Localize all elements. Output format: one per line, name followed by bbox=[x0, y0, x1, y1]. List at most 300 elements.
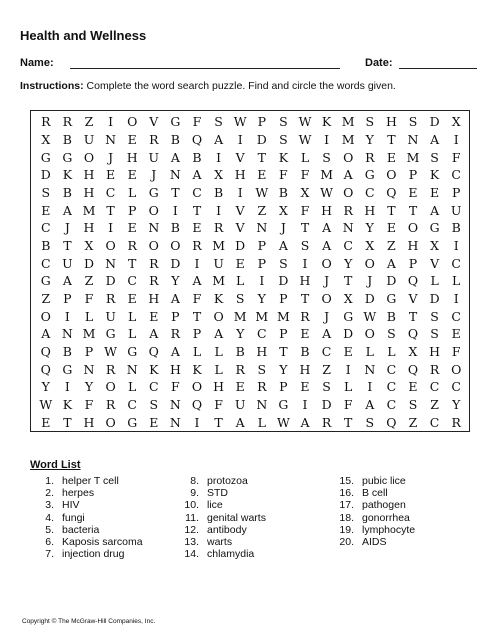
puzzle-letter[interactable]: F bbox=[300, 167, 310, 183]
puzzle-letter[interactable]: H bbox=[299, 273, 311, 289]
puzzle-letter[interactable]: I bbox=[453, 237, 459, 253]
puzzle-letter[interactable]: F bbox=[84, 290, 94, 306]
puzzle-letter[interactable]: T bbox=[300, 290, 310, 306]
puzzle-letter[interactable]: Z bbox=[257, 202, 267, 218]
puzzle-letter[interactable]: C bbox=[343, 237, 353, 253]
puzzle-letter[interactable]: V bbox=[235, 202, 245, 218]
puzzle-letter[interactable]: T bbox=[387, 131, 396, 147]
puzzle-letter[interactable]: L bbox=[214, 343, 223, 359]
puzzle-letter[interactable]: W bbox=[39, 396, 53, 412]
puzzle-letter[interactable]: B bbox=[62, 184, 72, 200]
puzzle-letter[interactable]: O bbox=[83, 149, 95, 165]
puzzle-letter[interactable]: M bbox=[233, 308, 247, 324]
puzzle-letter[interactable]: C bbox=[192, 184, 202, 200]
puzzle-letter[interactable]: O bbox=[321, 290, 332, 306]
puzzle-letter[interactable]: O bbox=[451, 361, 462, 377]
puzzle-letter[interactable]: F bbox=[214, 396, 223, 412]
puzzle-letter[interactable]: I bbox=[108, 114, 114, 130]
puzzle-letter[interactable]: C bbox=[41, 220, 51, 236]
puzzle-letter[interactable]: H bbox=[83, 167, 95, 183]
puzzle-letter[interactable]: T bbox=[344, 273, 353, 289]
puzzle-letter[interactable]: L bbox=[430, 273, 439, 289]
puzzle-letter[interactable]: H bbox=[385, 114, 397, 130]
puzzle-letter[interactable]: I bbox=[216, 149, 222, 165]
puzzle-letter[interactable]: R bbox=[300, 308, 310, 324]
puzzle-letter[interactable]: Q bbox=[40, 361, 51, 377]
puzzle-letter[interactable]: D bbox=[321, 396, 332, 412]
puzzle-letter[interactable]: M bbox=[406, 149, 420, 165]
puzzle-letter[interactable]: X bbox=[214, 167, 224, 183]
puzzle-letter[interactable]: F bbox=[279, 167, 288, 183]
puzzle-letter[interactable]: D bbox=[235, 237, 246, 253]
puzzle-letter[interactable]: A bbox=[170, 290, 180, 306]
puzzle-letter[interactable]: C bbox=[127, 273, 137, 289]
puzzle-letter[interactable]: Y bbox=[257, 290, 266, 306]
date-blank-line[interactable] bbox=[399, 68, 477, 69]
puzzle-letter[interactable]: M bbox=[82, 202, 96, 218]
puzzle-letter[interactable]: Z bbox=[408, 414, 418, 430]
puzzle-letter[interactable]: A bbox=[300, 414, 310, 430]
puzzle-letter[interactable]: J bbox=[151, 167, 157, 183]
puzzle-letter[interactable]: J bbox=[108, 149, 114, 165]
puzzle-letter[interactable]: P bbox=[84, 343, 94, 359]
puzzle-letter[interactable]: A bbox=[322, 237, 332, 253]
puzzle-letter[interactable]: W bbox=[320, 184, 334, 200]
puzzle-letter[interactable]: E bbox=[300, 379, 310, 395]
puzzle-letter[interactable]: I bbox=[172, 202, 178, 218]
puzzle-letter[interactable]: L bbox=[300, 149, 310, 165]
puzzle-letter[interactable]: S bbox=[279, 255, 288, 271]
puzzle-letter[interactable]: B bbox=[41, 237, 51, 253]
puzzle-letter[interactable]: J bbox=[280, 220, 286, 236]
puzzle-letter[interactable]: S bbox=[235, 290, 245, 306]
puzzle-letter[interactable]: F bbox=[192, 290, 202, 306]
puzzle-letter[interactable]: A bbox=[214, 326, 224, 342]
puzzle-letter[interactable]: E bbox=[408, 184, 418, 200]
puzzle-letter[interactable]: T bbox=[257, 149, 266, 165]
puzzle-letter[interactable]: S bbox=[279, 131, 288, 147]
puzzle-letter[interactable]: R bbox=[41, 114, 51, 130]
puzzle-letter[interactable]: R bbox=[149, 255, 159, 271]
puzzle-letter[interactable]: N bbox=[256, 396, 268, 412]
puzzle-letter[interactable]: C bbox=[127, 396, 137, 412]
puzzle-letter[interactable]: E bbox=[430, 184, 440, 200]
puzzle-letter[interactable]: Y bbox=[171, 273, 180, 289]
puzzle-letter[interactable]: F bbox=[300, 202, 310, 218]
puzzle-letter[interactable]: X bbox=[451, 114, 461, 130]
puzzle-letter[interactable]: Q bbox=[407, 361, 419, 377]
puzzle-letter[interactable]: W bbox=[298, 131, 312, 147]
puzzle-letter[interactable]: F bbox=[192, 114, 202, 130]
puzzle-letter[interactable]: R bbox=[105, 290, 116, 306]
puzzle-letter[interactable]: Q bbox=[407, 326, 419, 342]
puzzle-letter[interactable]: B bbox=[62, 131, 72, 147]
puzzle-letter[interactable]: P bbox=[279, 326, 288, 342]
puzzle-letter[interactable]: H bbox=[83, 220, 95, 236]
puzzle-letter[interactable]: L bbox=[84, 308, 94, 324]
puzzle-letter[interactable]: X bbox=[278, 202, 288, 218]
puzzle-letter[interactable]: G bbox=[343, 308, 354, 324]
puzzle-letter[interactable]: T bbox=[106, 202, 115, 218]
puzzle-letter[interactable]: Y bbox=[365, 131, 374, 147]
puzzle-letter[interactable]: R bbox=[105, 361, 116, 377]
puzzle-letter[interactable]: C bbox=[451, 379, 461, 395]
puzzle-letter[interactable]: N bbox=[256, 220, 268, 236]
puzzle-letter[interactable]: Q bbox=[407, 273, 419, 289]
puzzle-letter[interactable]: R bbox=[170, 326, 181, 342]
puzzle-letter[interactable]: K bbox=[192, 361, 202, 377]
puzzle-letter[interactable]: J bbox=[324, 308, 330, 324]
puzzle-letter[interactable]: B bbox=[386, 308, 396, 324]
puzzle-letter[interactable]: F bbox=[343, 396, 353, 412]
puzzle-letter[interactable]: H bbox=[83, 414, 95, 430]
puzzle-letter[interactable]: K bbox=[278, 149, 289, 165]
puzzle-letter[interactable]: N bbox=[364, 361, 376, 377]
puzzle-letter[interactable]: E bbox=[408, 379, 418, 395]
puzzle-letter[interactable]: V bbox=[235, 149, 245, 165]
puzzle-letter[interactable]: C bbox=[105, 184, 116, 200]
puzzle-letter[interactable]: A bbox=[322, 326, 332, 342]
puzzle-letter[interactable]: I bbox=[453, 131, 459, 147]
puzzle-letter[interactable]: R bbox=[192, 237, 202, 253]
puzzle-letter[interactable]: S bbox=[214, 114, 223, 130]
puzzle-letter[interactable]: U bbox=[83, 131, 95, 147]
puzzle-letter[interactable]: S bbox=[149, 396, 159, 412]
puzzle-letter[interactable]: Q bbox=[191, 131, 203, 147]
puzzle-letter[interactable]: S bbox=[41, 184, 51, 200]
puzzle-letter[interactable]: E bbox=[127, 167, 137, 183]
puzzle-letter[interactable]: B bbox=[300, 343, 310, 359]
puzzle-letter[interactable]: P bbox=[257, 237, 266, 253]
puzzle-letter[interactable]: T bbox=[63, 237, 72, 253]
puzzle-letter[interactable]: E bbox=[41, 202, 51, 218]
puzzle-letter[interactable]: P bbox=[408, 255, 418, 271]
puzzle-letter[interactable]: A bbox=[365, 396, 375, 412]
puzzle-letter[interactable]: E bbox=[192, 220, 202, 236]
puzzle-letter[interactable]: G bbox=[148, 184, 159, 200]
puzzle-letter[interactable]: B bbox=[214, 184, 224, 200]
puzzle-letter[interactable]: Z bbox=[84, 273, 94, 289]
puzzle-letter[interactable]: H bbox=[321, 202, 333, 218]
puzzle-letter[interactable]: R bbox=[235, 361, 245, 377]
puzzle-letter[interactable]: D bbox=[170, 255, 181, 271]
puzzle-letter[interactable]: B bbox=[192, 149, 202, 165]
puzzle-letter[interactable]: K bbox=[62, 167, 73, 183]
puzzle-letter[interactable]: N bbox=[105, 131, 117, 147]
puzzle-letter[interactable]: X bbox=[84, 237, 94, 253]
puzzle-letter[interactable]: M bbox=[255, 308, 269, 324]
puzzle-letter[interactable]: A bbox=[430, 202, 440, 218]
puzzle-letter[interactable]: C bbox=[386, 361, 397, 377]
puzzle-letter[interactable]: P bbox=[257, 255, 266, 271]
puzzle-letter[interactable]: N bbox=[105, 255, 117, 271]
puzzle-letter[interactable]: Q bbox=[386, 184, 397, 200]
puzzle-letter[interactable]: G bbox=[62, 149, 73, 165]
puzzle-letter[interactable]: O bbox=[191, 379, 203, 395]
puzzle-letter[interactable]: M bbox=[276, 308, 290, 324]
puzzle-letter[interactable]: T bbox=[300, 220, 310, 236]
puzzle-letter[interactable]: T bbox=[344, 414, 353, 430]
puzzle-letter[interactable]: V bbox=[235, 220, 245, 236]
puzzle-letter[interactable]: Y bbox=[279, 361, 288, 377]
puzzle-letter[interactable]: C bbox=[386, 396, 397, 412]
puzzle-letter[interactable]: K bbox=[429, 167, 440, 183]
puzzle-letter[interactable]: R bbox=[62, 114, 73, 130]
puzzle-letter[interactable]: Z bbox=[41, 290, 51, 306]
puzzle-letter[interactable]: A bbox=[386, 255, 396, 271]
puzzle-letter[interactable]: I bbox=[345, 361, 351, 377]
puzzle-letter[interactable]: I bbox=[302, 396, 308, 412]
puzzle-letter[interactable]: F bbox=[451, 149, 461, 165]
puzzle-letter[interactable]: A bbox=[235, 414, 245, 430]
puzzle-letter[interactable]: A bbox=[214, 131, 224, 147]
puzzle-letter[interactable]: T bbox=[192, 308, 202, 324]
puzzle-letter[interactable]: E bbox=[149, 308, 159, 324]
puzzle-letter[interactable]: D bbox=[429, 290, 440, 306]
puzzle-letter[interactable]: N bbox=[126, 361, 138, 377]
puzzle-letter[interactable]: H bbox=[148, 290, 160, 306]
puzzle-letter[interactable]: N bbox=[169, 167, 181, 183]
puzzle-letter[interactable]: I bbox=[237, 184, 243, 200]
puzzle-letter[interactable]: O bbox=[170, 237, 181, 253]
puzzle-letter[interactable]: J bbox=[367, 273, 373, 289]
puzzle-letter[interactable]: E bbox=[257, 167, 267, 183]
puzzle-letter[interactable]: T bbox=[192, 202, 202, 218]
puzzle-letter[interactable]: C bbox=[386, 379, 397, 395]
puzzle-letter[interactable]: O bbox=[105, 414, 116, 430]
puzzle-letter[interactable]: N bbox=[407, 131, 419, 147]
puzzle-letter[interactable]: L bbox=[365, 343, 374, 359]
puzzle-letter[interactable]: U bbox=[105, 308, 116, 324]
puzzle-letter[interactable]: W bbox=[255, 184, 269, 200]
puzzle-letter[interactable]: T bbox=[387, 202, 396, 218]
puzzle-letter[interactable]: V bbox=[430, 255, 440, 271]
puzzle-letter[interactable]: L bbox=[452, 273, 461, 289]
puzzle-letter[interactable]: D bbox=[40, 167, 51, 183]
puzzle-letter[interactable]: K bbox=[62, 396, 73, 412]
puzzle-letter[interactable]: K bbox=[213, 290, 224, 306]
puzzle-letter[interactable]: L bbox=[192, 343, 202, 359]
puzzle-letter[interactable]: H bbox=[213, 379, 225, 395]
puzzle-letter[interactable]: N bbox=[169, 414, 181, 430]
puzzle-letter[interactable]: B bbox=[170, 220, 180, 236]
puzzle-letter[interactable]: E bbox=[451, 326, 461, 342]
puzzle-letter[interactable]: P bbox=[451, 184, 461, 200]
puzzle-letter[interactable]: S bbox=[430, 326, 439, 342]
puzzle-letter[interactable]: S bbox=[300, 237, 310, 253]
puzzle-letter[interactable]: A bbox=[149, 326, 159, 342]
puzzle-letter[interactable]: R bbox=[213, 220, 224, 236]
puzzle-letter[interactable]: L bbox=[236, 273, 245, 289]
puzzle-letter[interactable]: W bbox=[298, 114, 312, 130]
puzzle-letter[interactable]: G bbox=[62, 361, 73, 377]
puzzle-letter[interactable]: D bbox=[105, 273, 116, 289]
puzzle-letter[interactable]: D bbox=[83, 255, 94, 271]
puzzle-letter[interactable]: L bbox=[128, 308, 137, 324]
puzzle-letter[interactable]: Q bbox=[191, 396, 203, 412]
puzzle-letter[interactable]: L bbox=[257, 414, 266, 430]
puzzle-letter[interactable]: C bbox=[365, 184, 375, 200]
puzzle-letter[interactable]: L bbox=[128, 379, 137, 395]
puzzle-letter[interactable]: O bbox=[343, 149, 354, 165]
puzzle-letter[interactable]: V bbox=[408, 290, 418, 306]
puzzle-letter[interactable]: V bbox=[149, 114, 159, 130]
puzzle-letter[interactable]: E bbox=[235, 255, 245, 271]
puzzle-letter[interactable]: E bbox=[300, 326, 310, 342]
puzzle-letter[interactable]: H bbox=[429, 343, 441, 359]
puzzle-letter[interactable]: L bbox=[387, 343, 396, 359]
puzzle-letter[interactable]: M bbox=[341, 131, 355, 147]
puzzle-letter[interactable]: R bbox=[451, 414, 461, 430]
puzzle-letter[interactable]: O bbox=[213, 308, 224, 324]
puzzle-letter[interactable]: C bbox=[257, 326, 267, 342]
puzzle-letter[interactable]: I bbox=[216, 202, 222, 218]
puzzle-letter[interactable]: Y bbox=[41, 379, 50, 395]
puzzle-letter[interactable]: E bbox=[106, 167, 116, 183]
puzzle-letter[interactable]: Q bbox=[40, 343, 51, 359]
puzzle-letter[interactable]: A bbox=[41, 326, 51, 342]
puzzle-letter[interactable]: E bbox=[127, 131, 137, 147]
puzzle-letter[interactable]: E bbox=[127, 290, 137, 306]
puzzle-letter[interactable]: W bbox=[363, 308, 377, 324]
puzzle-letter[interactable]: R bbox=[257, 379, 267, 395]
puzzle-letter[interactable]: T bbox=[171, 184, 180, 200]
puzzle-letter[interactable]: F bbox=[84, 396, 94, 412]
puzzle-letter[interactable]: K bbox=[321, 114, 332, 130]
puzzle-letter[interactable]: P bbox=[127, 202, 137, 218]
puzzle-letter[interactable]: A bbox=[278, 237, 288, 253]
puzzle-letter[interactable]: B bbox=[451, 220, 461, 236]
puzzle-letter[interactable]: W bbox=[233, 114, 247, 130]
puzzle-letter[interactable]: F bbox=[451, 343, 461, 359]
puzzle-letter[interactable]: E bbox=[386, 220, 396, 236]
puzzle-letter[interactable]: M bbox=[341, 114, 355, 130]
puzzle-letter[interactable]: A bbox=[192, 167, 202, 183]
puzzle-letter[interactable]: C bbox=[149, 379, 159, 395]
puzzle-letter[interactable]: U bbox=[213, 255, 224, 271]
puzzle-letter[interactable]: Z bbox=[84, 114, 94, 130]
puzzle-letter[interactable]: H bbox=[407, 237, 419, 253]
puzzle-letter[interactable]: O bbox=[148, 202, 159, 218]
puzzle-letter[interactable]: D bbox=[429, 114, 440, 130]
puzzle-letter[interactable]: R bbox=[321, 414, 332, 430]
puzzle-letter[interactable]: O bbox=[407, 220, 419, 236]
puzzle-letter[interactable]: R bbox=[343, 202, 353, 218]
puzzle-letter[interactable]: O bbox=[364, 326, 375, 342]
puzzle-letter[interactable]: T bbox=[279, 343, 288, 359]
puzzle-letter[interactable]: G bbox=[127, 414, 138, 430]
puzzle-letter[interactable]: S bbox=[365, 414, 375, 430]
puzzle-letter[interactable]: H bbox=[299, 361, 311, 377]
puzzle-letter[interactable]: M bbox=[320, 167, 333, 183]
puzzle-letter[interactable]: G bbox=[429, 220, 440, 236]
puzzle-letter[interactable]: O bbox=[127, 114, 138, 130]
puzzle-letter[interactable]: S bbox=[279, 114, 288, 130]
puzzle-letter[interactable]: Y bbox=[452, 396, 461, 412]
puzzle-letter[interactable]: L bbox=[128, 184, 137, 200]
puzzle-letter[interactable]: S bbox=[322, 149, 331, 165]
puzzle-letter[interactable]: W bbox=[104, 343, 118, 359]
puzzle-letter[interactable]: X bbox=[365, 237, 375, 253]
puzzle-letter[interactable]: B bbox=[62, 343, 72, 359]
puzzle-letter[interactable]: D bbox=[364, 290, 375, 306]
puzzle-letter[interactable]: O bbox=[148, 237, 159, 253]
puzzle-letter[interactable]: Q bbox=[386, 414, 397, 430]
puzzle-letter[interactable]: S bbox=[365, 114, 375, 130]
puzzle-letter[interactable]: I bbox=[302, 255, 308, 271]
puzzle-letter[interactable]: Y bbox=[236, 326, 245, 342]
puzzle-letter[interactable]: P bbox=[63, 290, 72, 306]
puzzle-letter[interactable]: C bbox=[429, 414, 440, 430]
puzzle-letter[interactable]: A bbox=[62, 202, 72, 218]
puzzle-letter[interactable]: J bbox=[64, 220, 70, 236]
puzzle-letter[interactable]: O bbox=[343, 184, 354, 200]
puzzle-letter[interactable]: S bbox=[322, 379, 331, 395]
puzzle-letter[interactable]: C bbox=[321, 343, 332, 359]
puzzle-letter[interactable]: G bbox=[40, 273, 51, 289]
puzzle-letter[interactable]: B bbox=[170, 131, 180, 147]
puzzle-letter[interactable]: E bbox=[235, 379, 245, 395]
puzzle-letter[interactable]: U bbox=[234, 396, 246, 412]
puzzle-letter[interactable]: R bbox=[149, 131, 159, 147]
puzzle-letter[interactable]: D bbox=[256, 131, 267, 147]
puzzle-letter[interactable]: X bbox=[430, 237, 440, 253]
puzzle-letter[interactable]: B bbox=[235, 343, 245, 359]
puzzle-letter[interactable]: H bbox=[364, 202, 376, 218]
puzzle-letter[interactable]: Z bbox=[387, 237, 396, 253]
puzzle-letter[interactable]: G bbox=[105, 326, 116, 342]
puzzle-letter[interactable]: F bbox=[171, 379, 180, 395]
puzzle-letter[interactable]: G bbox=[386, 290, 397, 306]
puzzle-letter[interactable]: I bbox=[237, 131, 243, 147]
puzzle-letter[interactable]: U bbox=[62, 255, 73, 271]
puzzle-letter[interactable]: T bbox=[214, 414, 223, 430]
puzzle-letter[interactable]: I bbox=[194, 414, 200, 430]
puzzle-letter[interactable]: S bbox=[257, 361, 267, 377]
puzzle-letter[interactable]: H bbox=[126, 149, 138, 165]
puzzle-letter[interactable]: Q bbox=[148, 343, 159, 359]
puzzle-letter[interactable]: M bbox=[212, 273, 225, 289]
puzzle-letter[interactable]: E bbox=[127, 220, 137, 236]
puzzle-letter[interactable]: H bbox=[256, 343, 268, 359]
puzzle-letter[interactable]: T bbox=[63, 414, 72, 430]
puzzle-letter[interactable]: N bbox=[61, 326, 73, 342]
puzzle-letter[interactable]: D bbox=[343, 326, 354, 342]
puzzle-letter[interactable]: K bbox=[149, 361, 159, 377]
puzzle-letter[interactable]: P bbox=[192, 326, 202, 342]
puzzle-letter[interactable]: R bbox=[365, 149, 375, 165]
puzzle-letter[interactable]: E bbox=[386, 149, 396, 165]
puzzle-letter[interactable]: S bbox=[387, 326, 396, 342]
puzzle-letter[interactable]: T bbox=[408, 202, 418, 218]
puzzle-letter[interactable]: N bbox=[83, 361, 95, 377]
puzzle-letter[interactable]: O bbox=[321, 255, 332, 271]
puzzle-letter[interactable]: L bbox=[344, 379, 353, 395]
puzzle-letter[interactable]: P bbox=[171, 308, 180, 324]
puzzle-letter[interactable]: O bbox=[364, 255, 375, 271]
puzzle-letter[interactable]: D bbox=[386, 273, 397, 289]
puzzle-letter[interactable]: J bbox=[324, 273, 330, 289]
puzzle-letter[interactable]: H bbox=[83, 184, 95, 200]
puzzle-letter[interactable]: T bbox=[128, 255, 137, 271]
puzzle-letter[interactable]: G bbox=[364, 167, 375, 183]
puzzle-letter[interactable]: P bbox=[279, 290, 288, 306]
puzzle-letter[interactable]: S bbox=[430, 149, 439, 165]
puzzle-letter[interactable]: C bbox=[41, 255, 51, 271]
puzzle-letter[interactable]: M bbox=[212, 237, 225, 253]
puzzle-letter[interactable]: A bbox=[62, 273, 72, 289]
puzzle-letter[interactable]: X bbox=[408, 343, 418, 359]
